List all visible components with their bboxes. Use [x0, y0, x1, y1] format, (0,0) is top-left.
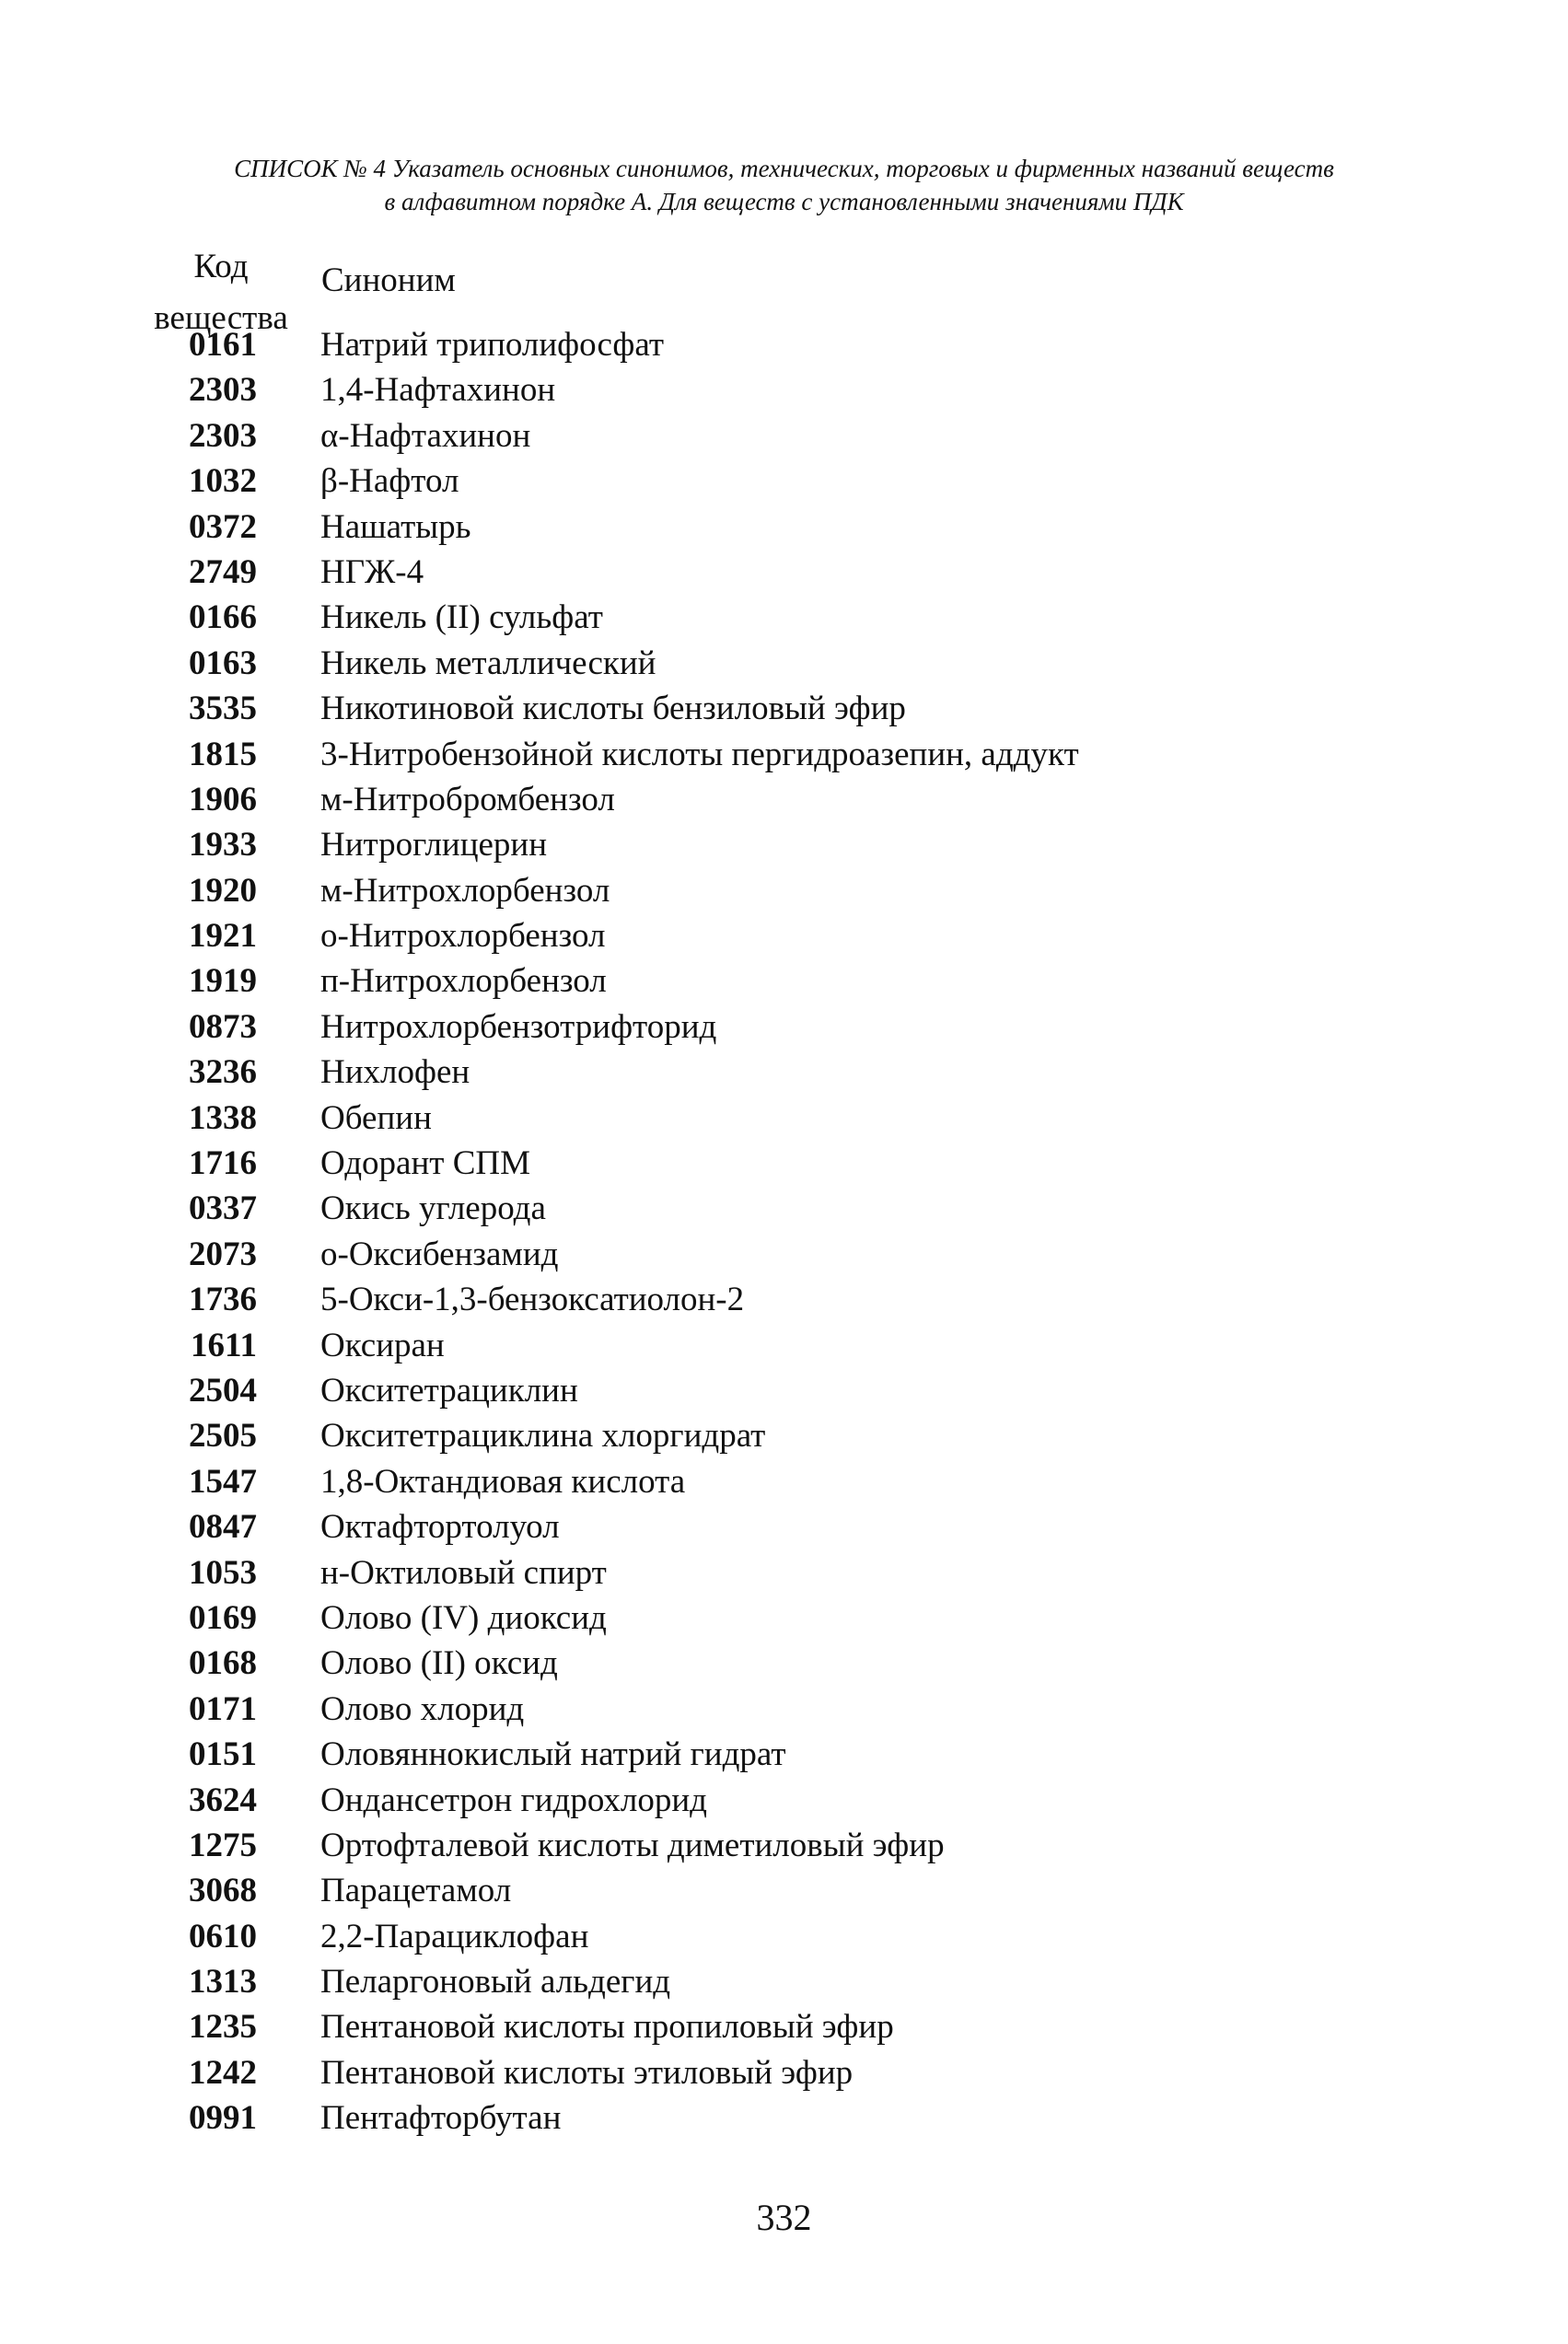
synonym-name: Нитрохлорбензотрифторид — [320, 1007, 717, 1046]
synonym-name: Ондансетрон гидрохлорид — [320, 1781, 708, 1819]
synonym-name: Натрий триполифосфат — [320, 326, 665, 364]
substance-code: 1338 — [189, 1098, 257, 1137]
table-row — [129, 868, 1436, 913]
synonym-name: Оксиран — [320, 1326, 445, 1364]
substance-code: 1815 — [189, 735, 257, 773]
synonym-name: Окситетрациклин — [320, 1371, 578, 1410]
table-row — [129, 1732, 1436, 1777]
table-row — [129, 913, 1436, 958]
synonym-name: 5-Окси-1,3-бензоксатиолон-2 — [320, 1281, 745, 1319]
substance-code: 0168 — [189, 1644, 257, 1683]
table-row — [129, 641, 1436, 686]
synonym-name: о-Нитрохлорбензол — [320, 917, 606, 956]
table-row — [129, 1004, 1436, 1050]
synonym-name: Октафтортолуол — [320, 1508, 560, 1547]
substance-code: 1313 — [189, 1963, 257, 2002]
table-row — [129, 1277, 1436, 1322]
synonym-name: Обепин — [320, 1098, 432, 1137]
substance-code: 2303 — [189, 416, 257, 455]
table-row — [129, 2050, 1436, 2095]
table-row — [129, 1141, 1436, 1186]
synonym-name: Окситетрациклина хлоргидрат — [320, 1417, 766, 1456]
table-row — [129, 1550, 1436, 1596]
substance-code: 0873 — [189, 1007, 257, 1046]
synonym-name: 1,8-Октандиовая кислота — [320, 1462, 686, 1501]
substance-code: 0166 — [189, 598, 257, 637]
substance-code: 1235 — [189, 2008, 257, 2047]
table-row — [129, 1186, 1436, 1231]
synonym-name: β-Нафтол — [320, 462, 459, 501]
substance-code: 3068 — [189, 1872, 257, 1910]
table-row — [129, 413, 1436, 458]
table-row — [129, 550, 1436, 595]
substance-code: 2749 — [189, 552, 257, 591]
substance-code: 0171 — [189, 1689, 257, 1728]
substance-code: 2303 — [189, 371, 257, 410]
table-row — [129, 505, 1436, 550]
table-row — [129, 1778, 1436, 1823]
table-row — [129, 958, 1436, 1004]
substance-code: 0151 — [189, 1735, 257, 1774]
page-title-line-1: СПИСОК № 4 Указатель основных синонимов, технических, торговых и фирменных названий веществ — [234, 155, 1334, 182]
table-row — [129, 1096, 1436, 1141]
table-row — [129, 595, 1436, 640]
substance-code: 0163 — [189, 644, 257, 682]
substance-code: 3236 — [189, 1053, 257, 1092]
synonym-name: Нашатырь — [320, 507, 471, 546]
substance-code: 2504 — [189, 1371, 257, 1410]
table-row — [129, 2004, 1436, 2049]
table-row — [129, 2095, 1436, 2141]
table-row — [129, 458, 1436, 504]
synonym-name: Окись углерода — [320, 1189, 546, 1228]
substance-code: 0161 — [189, 326, 257, 364]
synonym-name: Нитроглицерин — [320, 826, 548, 864]
column-header-synonym: Синоним — [321, 261, 456, 299]
substance-code: 0991 — [189, 2099, 257, 2138]
substance-code: 1906 — [189, 780, 257, 818]
substance-code: 0610 — [189, 1917, 257, 1955]
table-row — [129, 1596, 1436, 1641]
page-title-line-2: в алфавитном порядке А. Для веществ с установленными значениями ПДК — [384, 188, 1184, 215]
table-row — [129, 777, 1436, 822]
synonym-name: Парацетамол — [320, 1872, 512, 1910]
table-row — [129, 1504, 1436, 1549]
substance-code: 3535 — [189, 690, 257, 728]
table-row — [129, 1687, 1436, 1732]
page-number: 332 — [756, 2197, 812, 2238]
substance-code: 1716 — [189, 1144, 257, 1183]
table-row — [129, 1050, 1436, 1095]
table-row — [129, 1641, 1436, 1686]
substance-code: 1611 — [191, 1326, 257, 1364]
page-title — [138, 152, 1430, 218]
substance-code: 1242 — [189, 2053, 257, 2092]
table-row — [129, 686, 1436, 731]
synonym-name: Пентафторбутан — [320, 2099, 562, 2138]
synonym-name: Пеларгоновый альдегид — [320, 1963, 671, 2002]
substance-code: 1032 — [189, 462, 257, 501]
synonym-name: 1,4-Нафтахинон — [320, 371, 556, 410]
table-row — [129, 1459, 1436, 1504]
substance-code: 1275 — [189, 1826, 257, 1864]
substance-code: 1933 — [189, 826, 257, 864]
synonym-name: Пентановой кислоты пропиловый эфир — [320, 2008, 894, 2047]
substance-code: 0372 — [189, 507, 257, 546]
substance-code: 2073 — [189, 1235, 257, 1273]
substance-code: 0847 — [189, 1508, 257, 1547]
synonym-name: Никель металлический — [320, 644, 656, 682]
synonym-name: м-Нитробромбензол — [320, 780, 615, 818]
table-row — [129, 732, 1436, 777]
table-row — [129, 822, 1436, 867]
synonym-name: Пентановой кислоты этиловый эфир — [320, 2053, 854, 2092]
synonym-name: 3-Нитробензойной кислоты пергидроазепин, аддукт — [320, 735, 1079, 773]
synonym-name: Ортофталевой кислоты диметиловый эфир — [320, 1826, 945, 1864]
table-row — [129, 1959, 1436, 2004]
substance-code: 2505 — [189, 1417, 257, 1456]
synonym-name: Олово (IV) диоксид — [320, 1598, 607, 1637]
synonym-name: м-Нитрохлорбензол — [320, 871, 610, 910]
substance-code: 1920 — [189, 871, 257, 910]
synonym-name: Нихлофен — [320, 1053, 470, 1092]
synonym-name: 2,2-Парациклофан — [320, 1917, 589, 1955]
table-row — [129, 1413, 1436, 1458]
synonym-name: н-Октиловый спирт — [320, 1553, 607, 1592]
synonym-table-body — [129, 322, 1436, 2141]
synonym-name: Олово хлорид — [320, 1689, 525, 1728]
substance-code: 1053 — [189, 1553, 257, 1592]
synonym-name: Оловяннокислый натрий гидрат — [320, 1735, 786, 1774]
substance-code: 1736 — [189, 1281, 257, 1319]
table-row — [129, 1232, 1436, 1277]
synonym-name: Одорант СПМ — [320, 1144, 530, 1183]
substance-code: 0169 — [189, 1598, 257, 1637]
table-row — [129, 1368, 1436, 1413]
table-row — [129, 1323, 1436, 1368]
substance-code: 1547 — [189, 1462, 257, 1501]
synonym-name: Олово (II) оксид — [320, 1644, 558, 1683]
synonym-name: α-Нафтахинон — [320, 416, 531, 455]
synonym-name: Никотиновой кислоты бензиловый эфир — [320, 690, 906, 728]
column-header-code-line-2: вещества — [154, 299, 288, 337]
synonym-name: Никель (II) сульфат — [320, 598, 603, 637]
table-row — [129, 1868, 1436, 1913]
substance-code: 3624 — [189, 1781, 257, 1819]
substance-code: 0337 — [189, 1189, 257, 1228]
table-row — [129, 1914, 1436, 1959]
synonym-name: НГЖ-4 — [320, 552, 424, 591]
table-row — [129, 1823, 1436, 1868]
synonym-name: о-Оксибензамид — [320, 1235, 559, 1273]
synonym-name: п-Нитрохлорбензол — [320, 962, 607, 1001]
table-row — [129, 322, 1436, 367]
substance-code: 1921 — [189, 917, 257, 956]
substance-code: 1919 — [189, 962, 257, 1001]
table-row — [129, 367, 1436, 412]
column-header-code-line-1: Код — [193, 248, 249, 285]
